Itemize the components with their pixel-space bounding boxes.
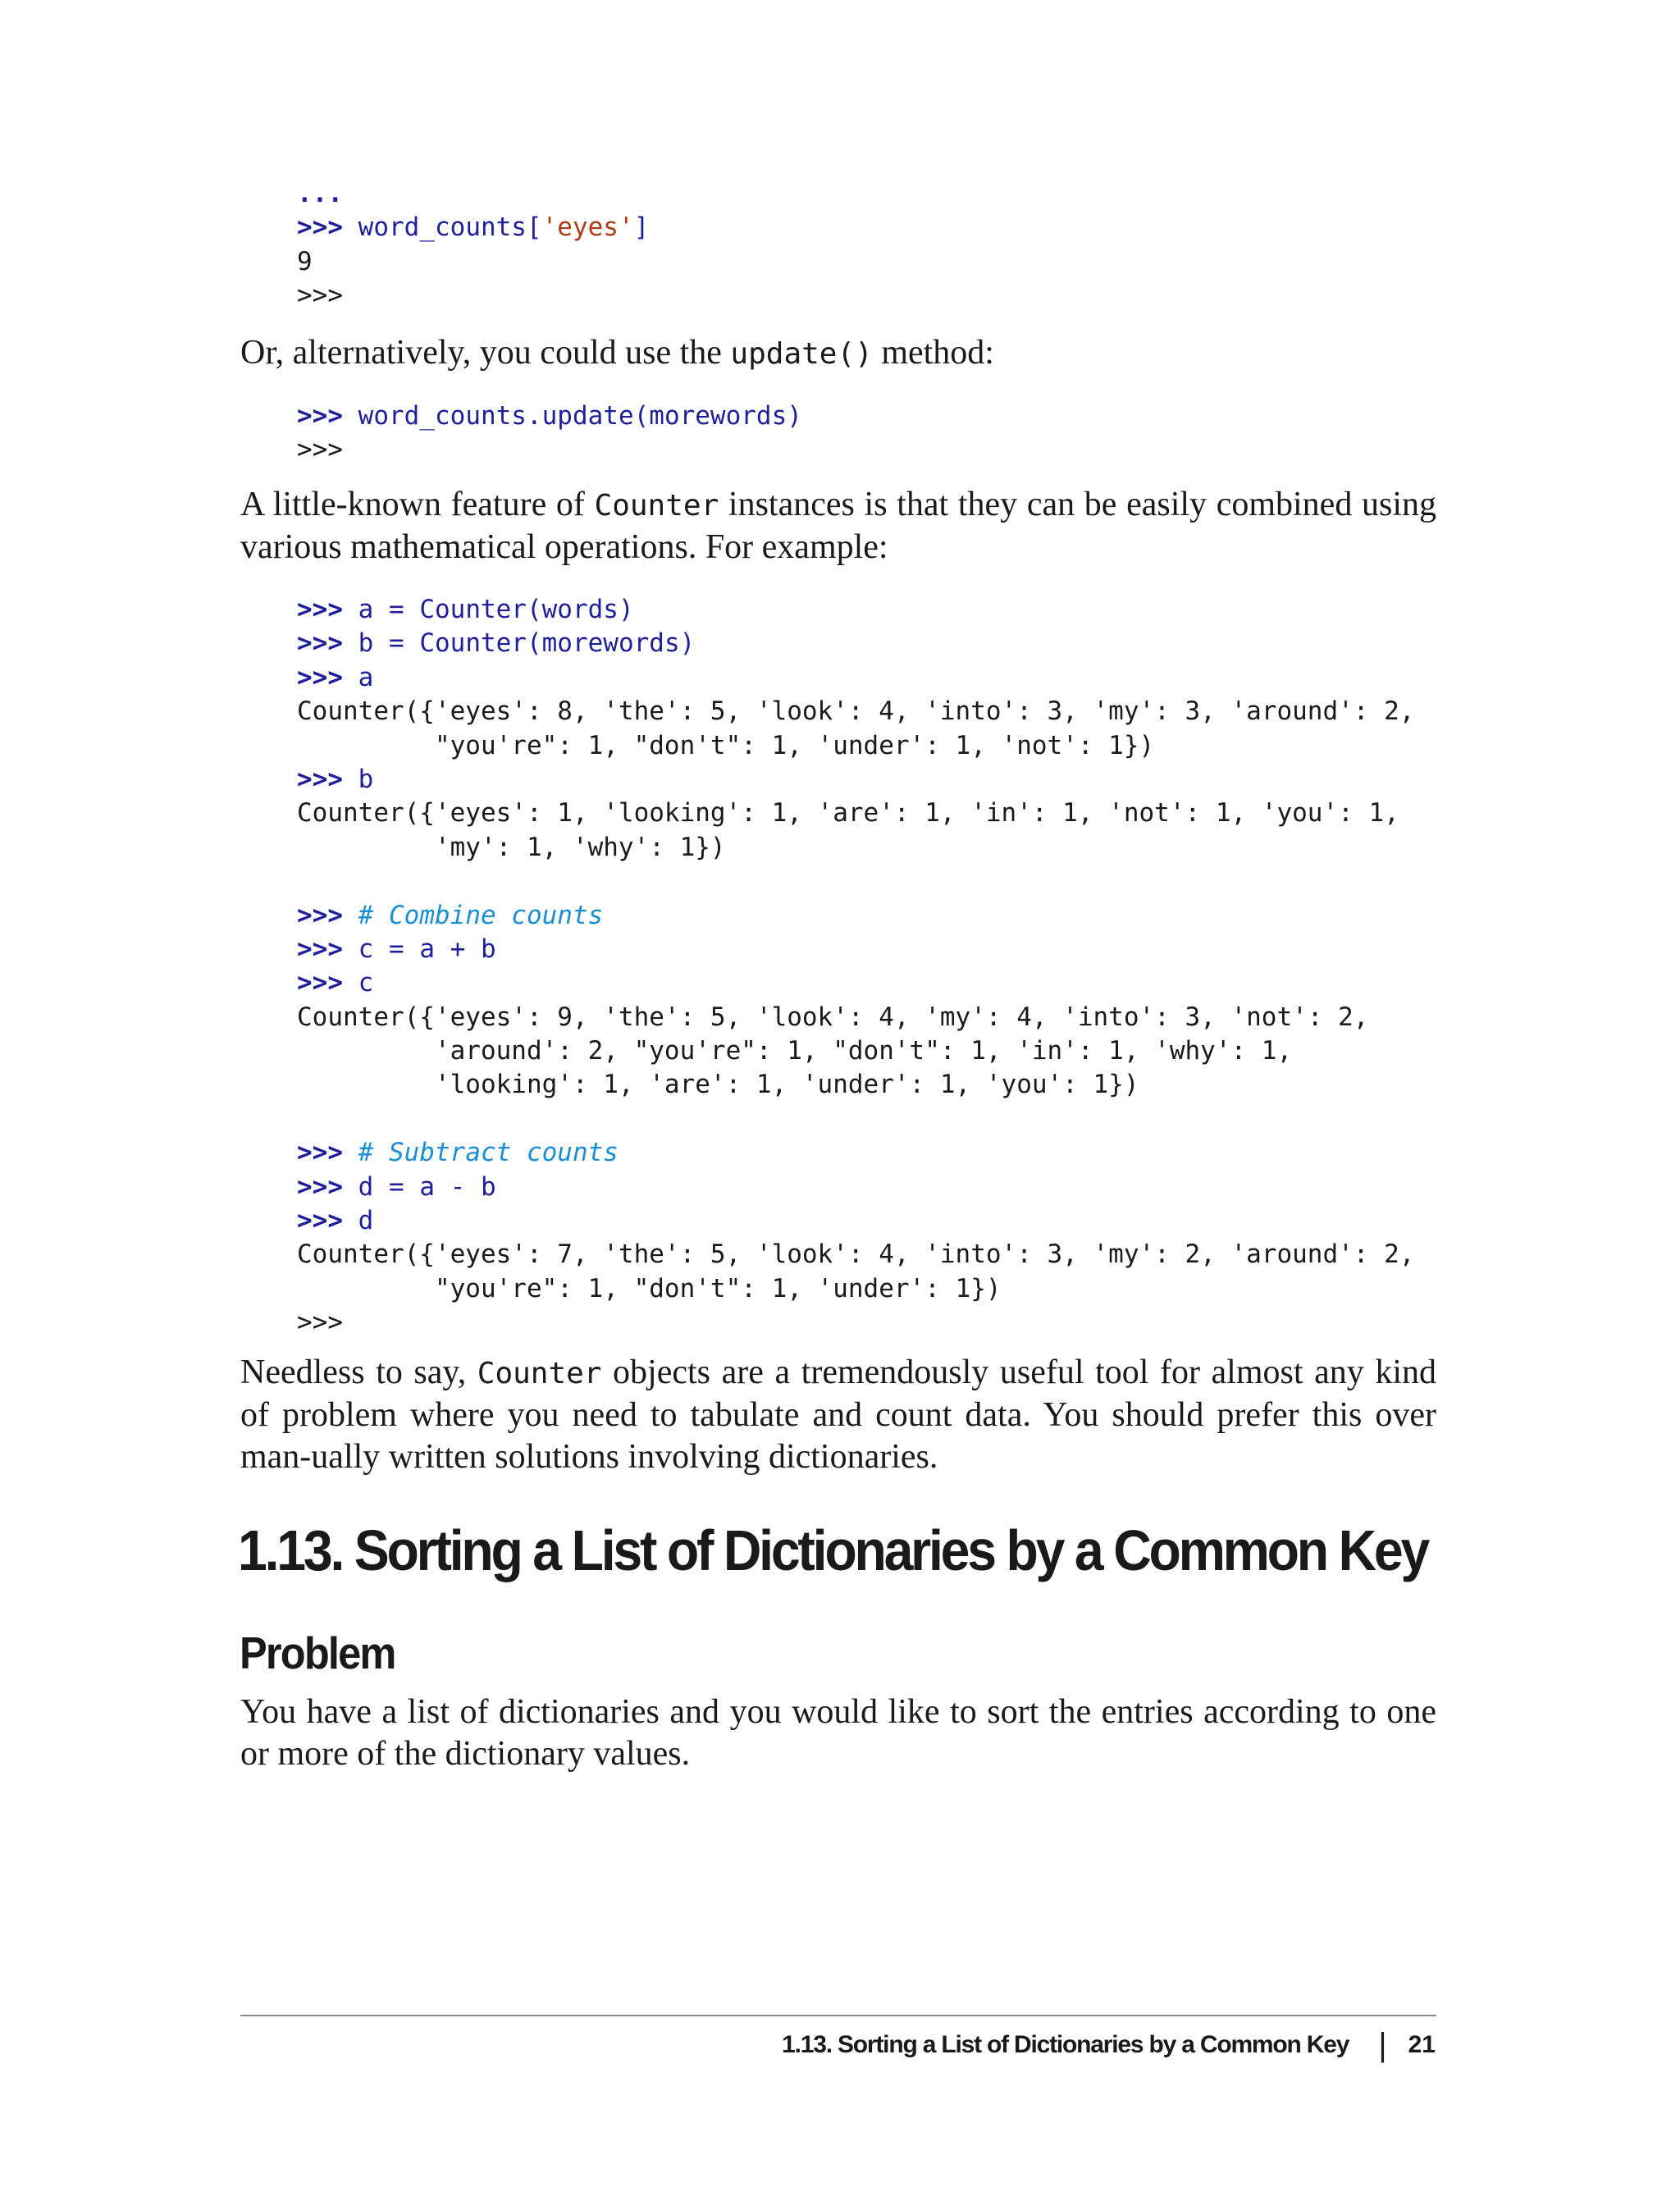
repl-prompt: >>> bbox=[297, 401, 343, 431]
paragraph-counter-feature bbox=[240, 484, 1436, 568]
paragraph-text: Needless to say, bbox=[240, 1354, 477, 1391]
page-footer bbox=[782, 2025, 1436, 2066]
paragraph-text: method: bbox=[872, 334, 994, 372]
code-text: d = a - b bbox=[358, 1171, 496, 1202]
code-comment: # Subtract counts bbox=[358, 1138, 619, 1168]
paragraph-text: instances is that they can be easily combined using various mathematical operations. For example: bbox=[240, 486, 1437, 566]
section-heading: 1.13. Sorting a List of Dictionaries by a Common Key bbox=[238, 1518, 1428, 1582]
code-comment: # Combine counts bbox=[358, 900, 604, 930]
code-output: Counter({'eyes': 8, 'the': 5, 'look': 4, 'into': 3, 'my': 3, 'around': 2, bbox=[297, 696, 1415, 727]
code-block-update bbox=[297, 399, 802, 468]
code-block-counter-math bbox=[297, 593, 1414, 1340]
code-text: word_counts.update(morewords) bbox=[358, 401, 802, 431]
repl-prompt: >>> bbox=[297, 628, 343, 659]
repl-prompt: >>> bbox=[297, 968, 343, 998]
repl-prompt: >>> bbox=[297, 662, 343, 692]
repl-prompt: >>> bbox=[297, 1171, 343, 1202]
inline-code: update() bbox=[730, 337, 873, 371]
code-output: Counter({'eyes': 7, 'the': 5, 'look': 4, 'into': 3, 'my': 2, 'around': 2, bbox=[297, 1239, 1415, 1270]
code-text: b bbox=[358, 764, 374, 794]
code-output: Counter({'eyes': 9, 'the': 5, 'look': 4, 'my': 4, 'into': 3, 'not': 2, bbox=[297, 1002, 1369, 1032]
repl-prompt: >>> bbox=[297, 764, 343, 794]
inline-code: Counter bbox=[594, 489, 719, 523]
repl-prompt: >>> bbox=[297, 1308, 343, 1338]
code-output: "you're": 1, "don't": 1, 'under': 1, 'not': 1}) bbox=[297, 730, 1155, 760]
code-output: 9 bbox=[297, 246, 313, 276]
paragraph-text: Or, alternatively, you could use the bbox=[240, 334, 731, 372]
code-text: d bbox=[358, 1206, 374, 1236]
code-text: word_counts[ bbox=[358, 212, 542, 243]
code-string: 'eyes' bbox=[541, 212, 634, 243]
footer-title: 1.13. Sorting a List of Dictionaries by a Common Key bbox=[782, 2031, 1349, 2058]
footer-separator: | bbox=[1378, 2026, 1387, 2063]
code-output: 'my': 1, 'why': 1}) bbox=[297, 832, 726, 862]
repl-prompt: >>> bbox=[297, 281, 343, 311]
repl-prompt: >>> bbox=[297, 934, 343, 964]
repl-prompt: >>> bbox=[297, 212, 343, 243]
code-block-word-counts bbox=[297, 177, 649, 313]
repl-prompt: >>> bbox=[297, 1138, 343, 1168]
code-output: Counter({'eyes': 1, 'looking': 1, 'are': 1, 'in': 1, 'not': 1, 'you': 1, bbox=[297, 798, 1399, 829]
paragraph-text: A little-known feature of bbox=[240, 486, 595, 523]
code-output: 'looking': 1, 'are': 1, 'under': 1, 'you': 1}) bbox=[297, 1070, 1139, 1100]
code-text: a = Counter(words) bbox=[358, 595, 634, 624]
inline-code: Counter bbox=[477, 1357, 602, 1390]
code-output: 'around': 2, "you're": 1, "don't": 1, 'in': 1, 'why': 1, bbox=[297, 1036, 1293, 1066]
paragraph-text: objects are a tremendously useful tool for almost any kind of problem where you need to tabulate and count data. You should prefer this over man-ually written solutions involving dictionaries. bbox=[240, 1354, 1436, 1476]
code-text: c = a + b bbox=[358, 934, 496, 964]
footer-rule bbox=[240, 2015, 1436, 2016]
code-text: a bbox=[358, 662, 374, 692]
paragraph-update-method bbox=[240, 332, 1436, 375]
paragraph-needless-to-say bbox=[240, 1352, 1436, 1478]
repl-prompt: >>> bbox=[297, 900, 343, 930]
repl-prompt: >>> bbox=[297, 595, 343, 624]
code-output: "you're": 1, "don't": 1, 'under': 1}) bbox=[297, 1273, 1002, 1303]
code-text: c bbox=[358, 968, 374, 998]
problem-subheading: Problem bbox=[240, 1628, 395, 1678]
repl-prompt: >>> bbox=[297, 1206, 343, 1236]
repl-prompt: >>> bbox=[297, 435, 343, 465]
code-text: b = Counter(morewords) bbox=[358, 628, 696, 659]
page-number: 21 bbox=[1408, 2031, 1436, 2058]
paragraph-problem: You have a list of dictionaries and you would like to sort the entries according to one or more of the dictionary values. bbox=[240, 1693, 1436, 1773]
code-line: ... bbox=[297, 179, 343, 208]
code-text: ] bbox=[633, 212, 650, 243]
